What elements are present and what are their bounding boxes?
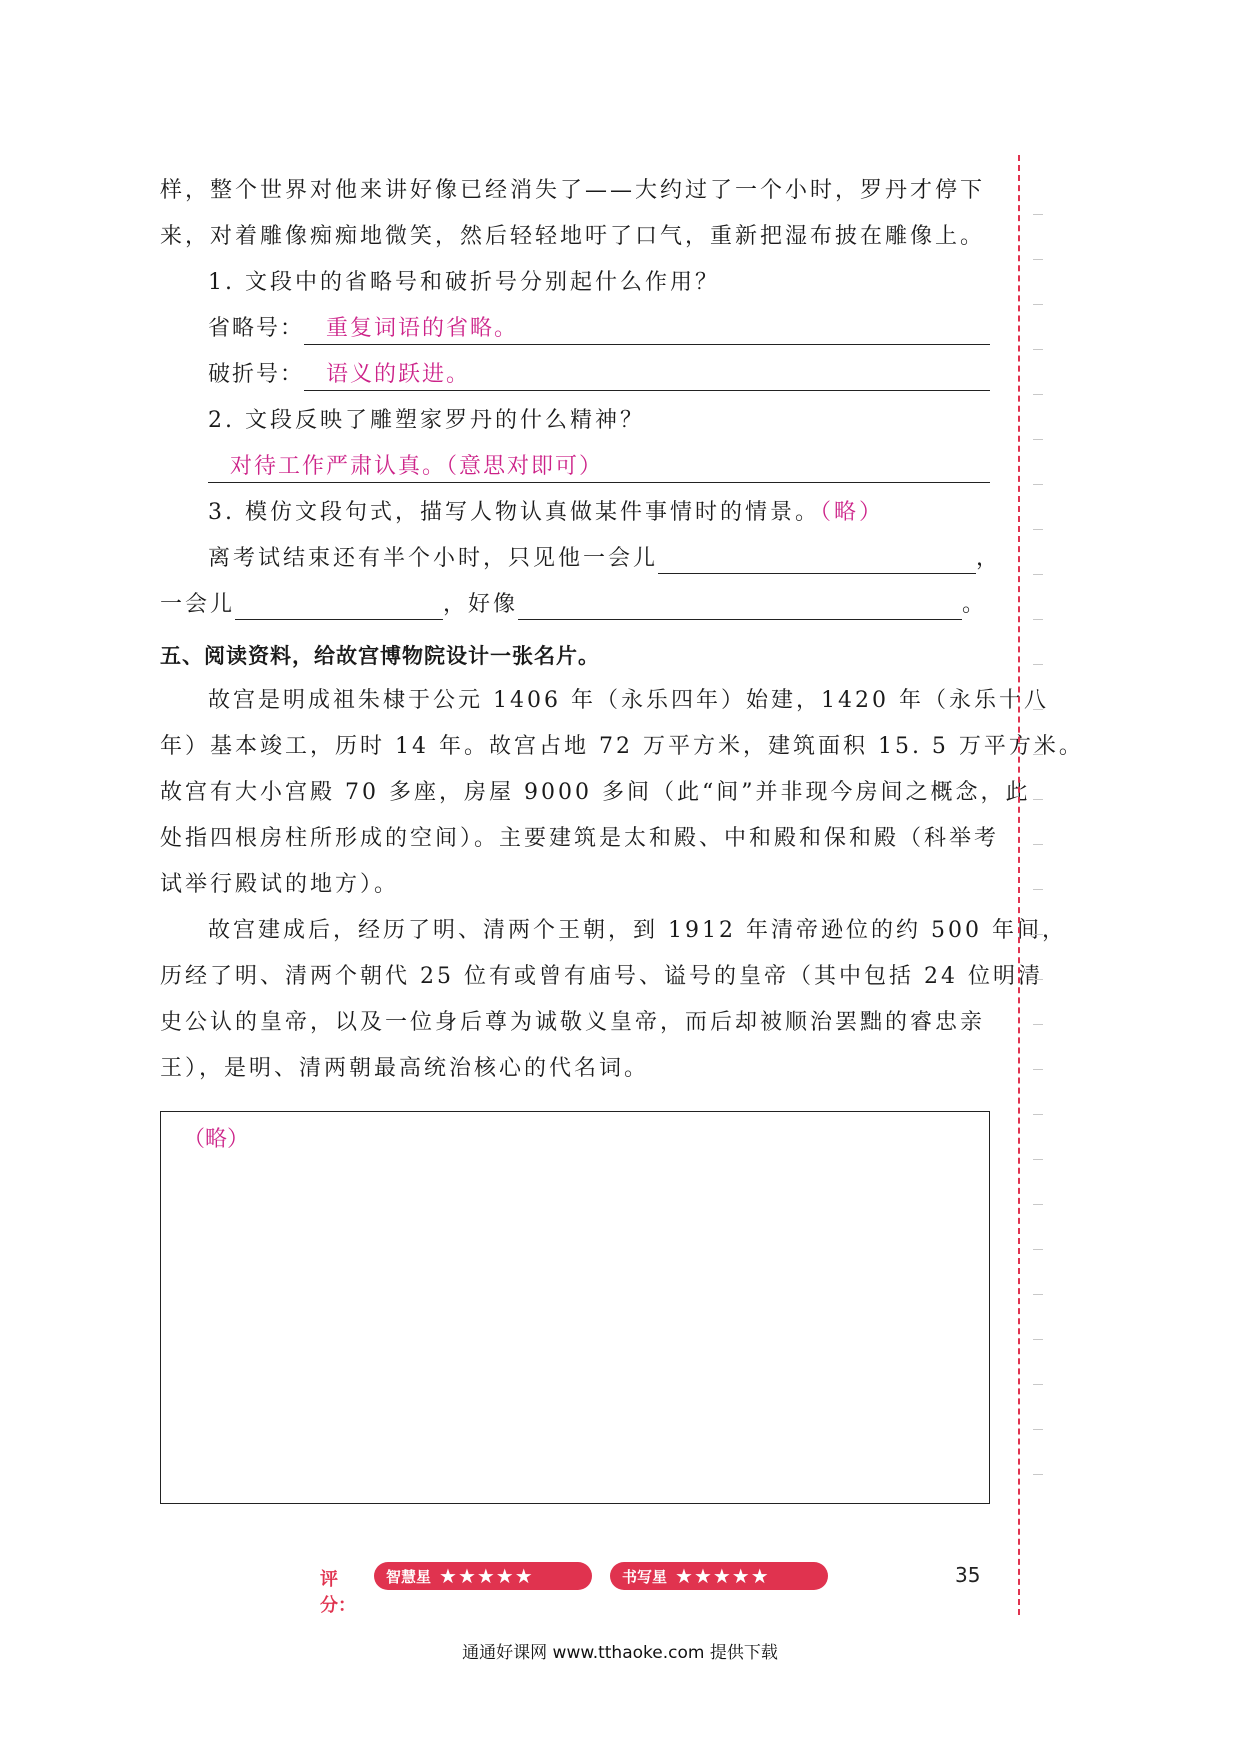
margin-tick <box>1033 1429 1043 1430</box>
wisdom-stars[interactable]: ★★★★★ <box>439 1564 534 1588</box>
margin-tick <box>1033 304 1043 305</box>
wisdom-star-pill <box>374 1562 592 1590</box>
q3-line2-end: 。 <box>962 592 988 617</box>
passage-line-1: 样，整个世界对他来讲好像已经消失了——大约过了一个小时，罗丹才停下 <box>160 178 986 203</box>
q3-line1-end: ， <box>976 546 1002 571</box>
margin-tick <box>1033 259 1043 260</box>
question-3 <box>208 498 990 528</box>
business-card-box[interactable] <box>160 1111 990 1504</box>
para2-line-2: 历经了明、清两个朝代 25 位有或曾有庙号、谥号的皇帝（其中包括 24 位明清 <box>160 964 1043 989</box>
para1-line-3: 故宫有大小宫殿 70 多座，房屋 9000 多间（此“间”并非现今房间之概念，此 <box>160 780 1031 805</box>
q3-blank-1[interactable] <box>658 549 976 574</box>
dash-answer: 语义的跃进。 <box>326 362 471 387</box>
margin-tick <box>1033 574 1043 575</box>
margin-tick <box>1033 439 1043 440</box>
margin-tick <box>1033 1069 1043 1070</box>
margin-tick <box>1033 529 1043 530</box>
margin-tick <box>1033 754 1043 755</box>
q3-line2-start: 一会儿 <box>160 592 236 617</box>
ellipsis-answer: 重复词语的省略。 <box>326 316 519 341</box>
q3-line2-mid: ，好像 <box>443 592 519 617</box>
writing-star-pill <box>610 1562 828 1590</box>
margin-tick <box>1033 979 1043 980</box>
section-5-title: 五、阅读资料，给故宫博物院设计一张名片。 <box>160 644 600 668</box>
margin-tick <box>1033 1294 1043 1295</box>
margin-tick <box>1033 664 1043 665</box>
box-answer: （略） <box>183 1127 250 1152</box>
question-3-text: 3. 模仿文段句式，描写人物认真做某件事情时的情景。 <box>208 500 820 525</box>
para1-line-1: 故宫是明成祖朱棣于公元 1406 年（永乐四年）始建，1420 年（永乐十八 <box>208 688 1049 713</box>
q2-answer: 对待工作严肃认真。（意思对即可） <box>230 454 604 479</box>
ellipsis-answer-row <box>208 314 990 348</box>
footer-credit: 通通好课网 www.tthaoke.com 提供下载 <box>462 1643 778 1663</box>
wisdom-star-label: 智慧星 <box>386 1567 432 1586</box>
margin-tick <box>1033 1024 1043 1025</box>
q3-fill-line-2 <box>160 590 990 620</box>
margin-tick <box>1033 619 1043 620</box>
margin-tick <box>1033 889 1043 890</box>
q3-fill-line-1 <box>208 544 1002 574</box>
writing-stars[interactable]: ★★★★★ <box>675 1564 770 1588</box>
para1-line-5: 试举行殿试的地方）。 <box>160 872 400 897</box>
margin-tick <box>1033 394 1043 395</box>
margin-tick <box>1033 1474 1043 1475</box>
dash-answer-row <box>208 360 990 394</box>
margin-tick <box>1033 1249 1043 1250</box>
q2-answer-row <box>208 452 990 486</box>
passage-line-2: 来，对着雕像痴痴地微笑，然后轻轻地吁了口气，重新把湿布披在雕像上。 <box>160 224 986 249</box>
margin-tick <box>1033 844 1043 845</box>
margin-tick <box>1033 934 1043 935</box>
para2-line-1: 故宫建成后，经历了明、清两个王朝，到 1912 年清帝逊位的约 500 年间， <box>208 918 1067 943</box>
margin-tick <box>1033 349 1043 350</box>
q3-line1-text: 离考试结束还有半个小时，只见他一会儿 <box>208 546 659 571</box>
q3-blank-2[interactable] <box>235 595 443 620</box>
q3-blank-3[interactable] <box>518 595 962 620</box>
para1-line-2: 年）基本竣工，历时 14 年。故宫占地 72 万平方米，建筑面积 15. 5 万平方米。 <box>160 734 1084 759</box>
margin-tick <box>1033 1204 1043 1205</box>
para2-line-3: 史公认的皇帝，以及一位身后尊为诚敬义皇帝，而后却被顺治罢黜的睿忠亲 <box>160 1010 986 1035</box>
margin-tick <box>1033 1159 1043 1160</box>
writing-star-label: 书写星 <box>622 1567 668 1586</box>
ellipsis-answer-line[interactable] <box>304 344 990 345</box>
question-2: 2. 文段反映了雕塑家罗丹的什么精神？ <box>208 408 645 433</box>
margin-cut-line <box>1018 155 1020 1615</box>
margin-tick <box>1033 214 1043 215</box>
q2-answer-line[interactable] <box>208 482 990 483</box>
margin-tick <box>1033 1339 1043 1340</box>
question-1: 1. 文段中的省略号和破折号分别起什么作用？ <box>208 270 720 295</box>
dash-label: 破折号： <box>208 362 305 387</box>
rating-label: 评分： <box>320 1569 356 1616</box>
page-number: 35 <box>955 1563 981 1587</box>
para2-line-4: 王），是明、清两朝最高统治核心的代名词。 <box>160 1056 650 1081</box>
margin-tick <box>1033 484 1043 485</box>
para1-line-4: 处指四根房柱所形成的空间）。主要建筑是太和殿、中和殿和保和殿（科举考 <box>160 826 1000 851</box>
margin-tick <box>1033 1384 1043 1385</box>
dash-answer-line[interactable] <box>304 390 990 391</box>
ellipsis-label: 省略号： <box>208 316 305 341</box>
margin-tick <box>1033 799 1043 800</box>
margin-tick <box>1033 1114 1043 1115</box>
margin-tick <box>1033 709 1043 710</box>
question-3-answer: （略） <box>820 500 885 525</box>
